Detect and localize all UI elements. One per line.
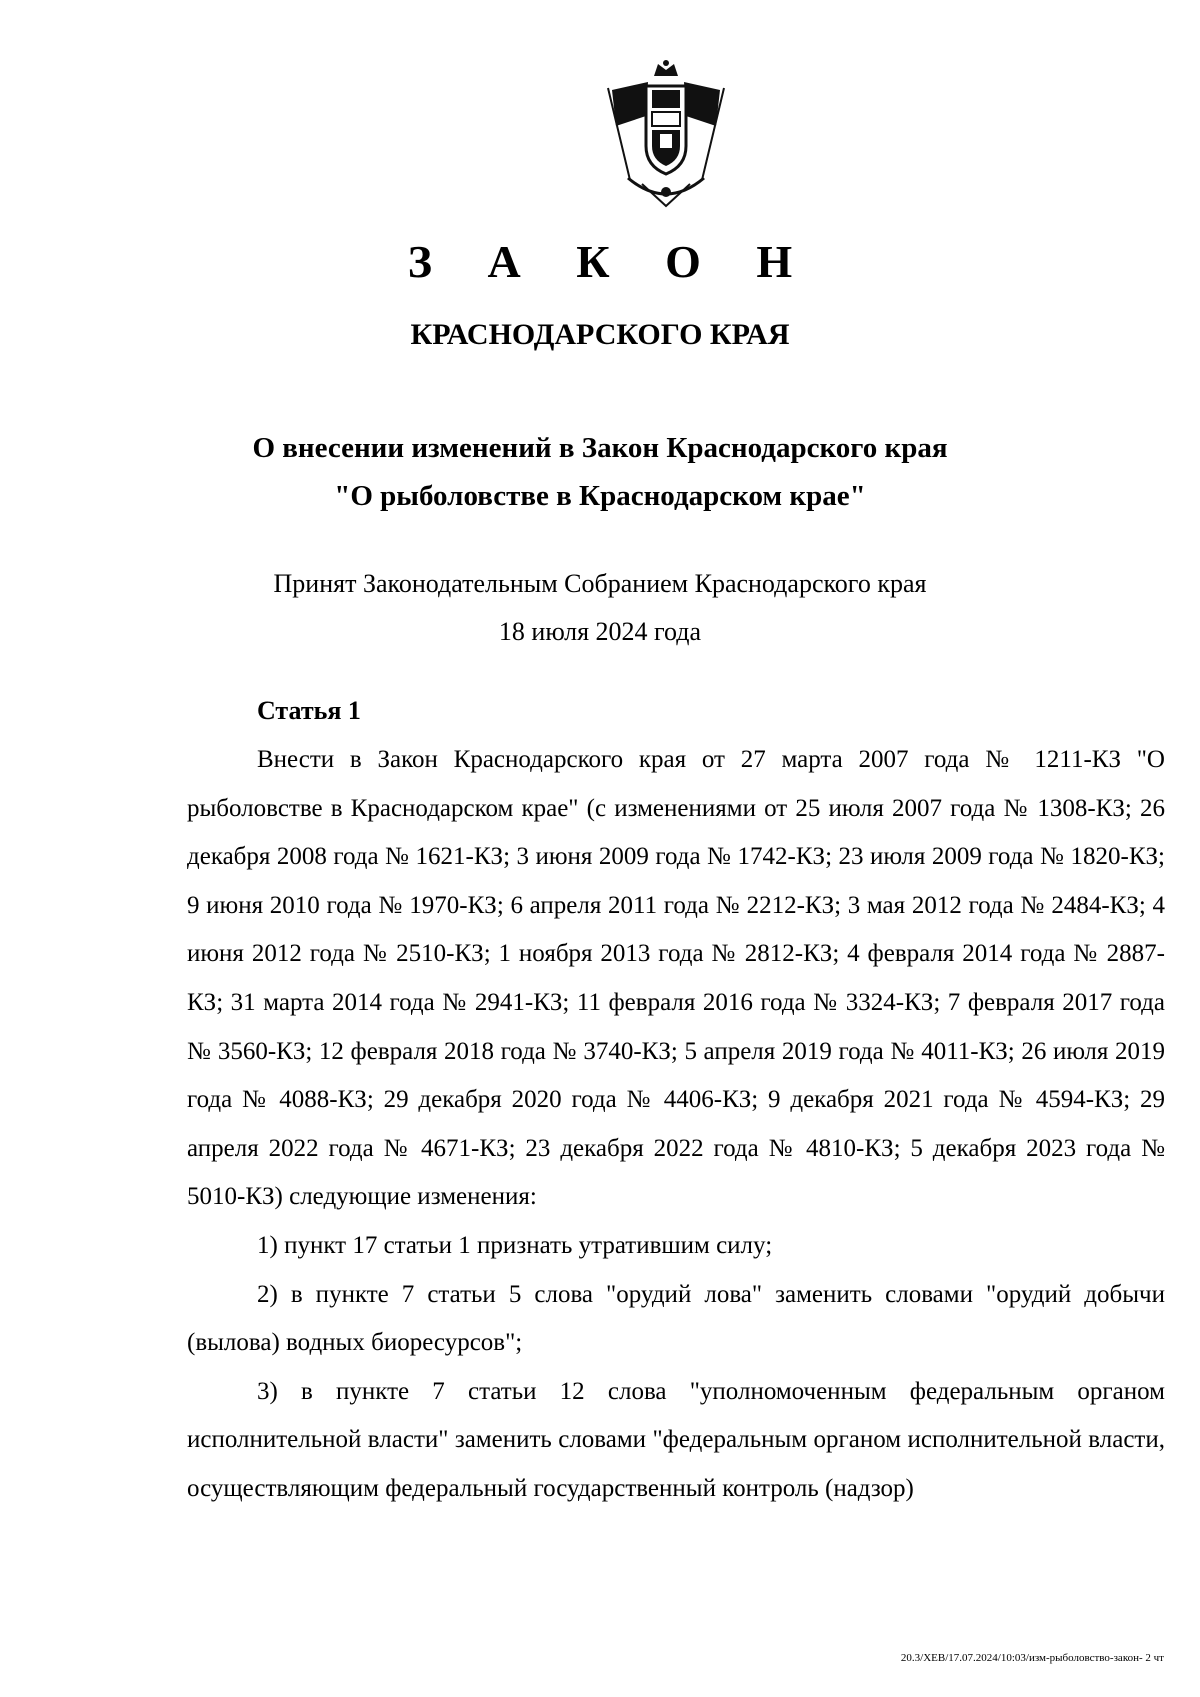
- article-paragraph: 3) в пункте 7 статьи 12 слова "уполномоченным федеральным органом исполнительной власти" заменить словами "федеральным органом исполнительной власти, осуществляющим федеральный государственный контроль (надзор): [187, 1377, 1165, 1502]
- document-footer-code: 20.3/ХЕВ/17.07.2024/10:03/изм-рыболовство-закон- 2 чт: [900, 1652, 1164, 1664]
- article-paragraph: 1) пункт 17 статьи 1 признать утратившим силу;: [257, 1231, 773, 1259]
- adoption-body: Принят Законодательным Собранием Краснодарского края: [273, 569, 927, 598]
- article-body: [187, 736, 1165, 1514]
- document-subtitle: КРАСНОДАРСКОГО КРАЯ: [410, 318, 790, 351]
- adoption-note: [0, 560, 1200, 656]
- article-paragraph: Внести в Закон Краснодарского края от 27 марта 2007 года № 1211-КЗ "О рыболовстве в Краснодарском крае" (с изменениями от 25 июля 2007 года № 1308-КЗ; 26 декабря 2008 года № 1621-КЗ; 3 июня 2009 года № 1742-КЗ; 23 июля 2009 года № 1820-КЗ; 9 июня 2010 года № 1970-КЗ; 6 апреля 2011 года № 2212-КЗ; 3 мая 2012 года № 2484-КЗ; 4 июня 2012 года № 2510-КЗ; 1 ноября 2013 года № 2812-КЗ; 4 февраля 2014 года № 2887-КЗ; 31 марта 2014 года № 2941-КЗ; 11 февраля 2016 года № 3324-КЗ; 7 февраля 2017 года № 3560-КЗ; 12 февраля 2018 года № 3740-КЗ; 5 апреля 2019 года № 4011-КЗ; 26 июля 2019 года № 4088-КЗ; 29 декабря 2020 года № 4406-КЗ; 9 декабря 2021 года № 4594-КЗ; 29 апреля 2022 года № 4671-КЗ; 23 декабря 2022 года № 4810-КЗ; 5 декабря 2023 года № 5010-КЗ) следующие изменения:: [187, 746, 1165, 1211]
- law-subject-line-1: О внесении изменений в Закон Краснодарского края: [252, 432, 948, 464]
- law-subject-line-2: "О рыболовстве в Краснодарском крае": [334, 480, 866, 512]
- law-subject: [0, 424, 1200, 520]
- adoption-date: 18 июля 2024 года: [498, 617, 702, 646]
- document-title: З А К О Н: [407, 236, 815, 287]
- krasnodar-coat-of-arms-icon: [602, 60, 730, 208]
- article-heading: Статья 1: [257, 696, 361, 725]
- article-paragraph: 2) в пункте 7 статьи 5 слова "орудий лова" заменить словами "орудий добычи (вылова) водных биоресурсов";: [187, 1280, 1165, 1357]
